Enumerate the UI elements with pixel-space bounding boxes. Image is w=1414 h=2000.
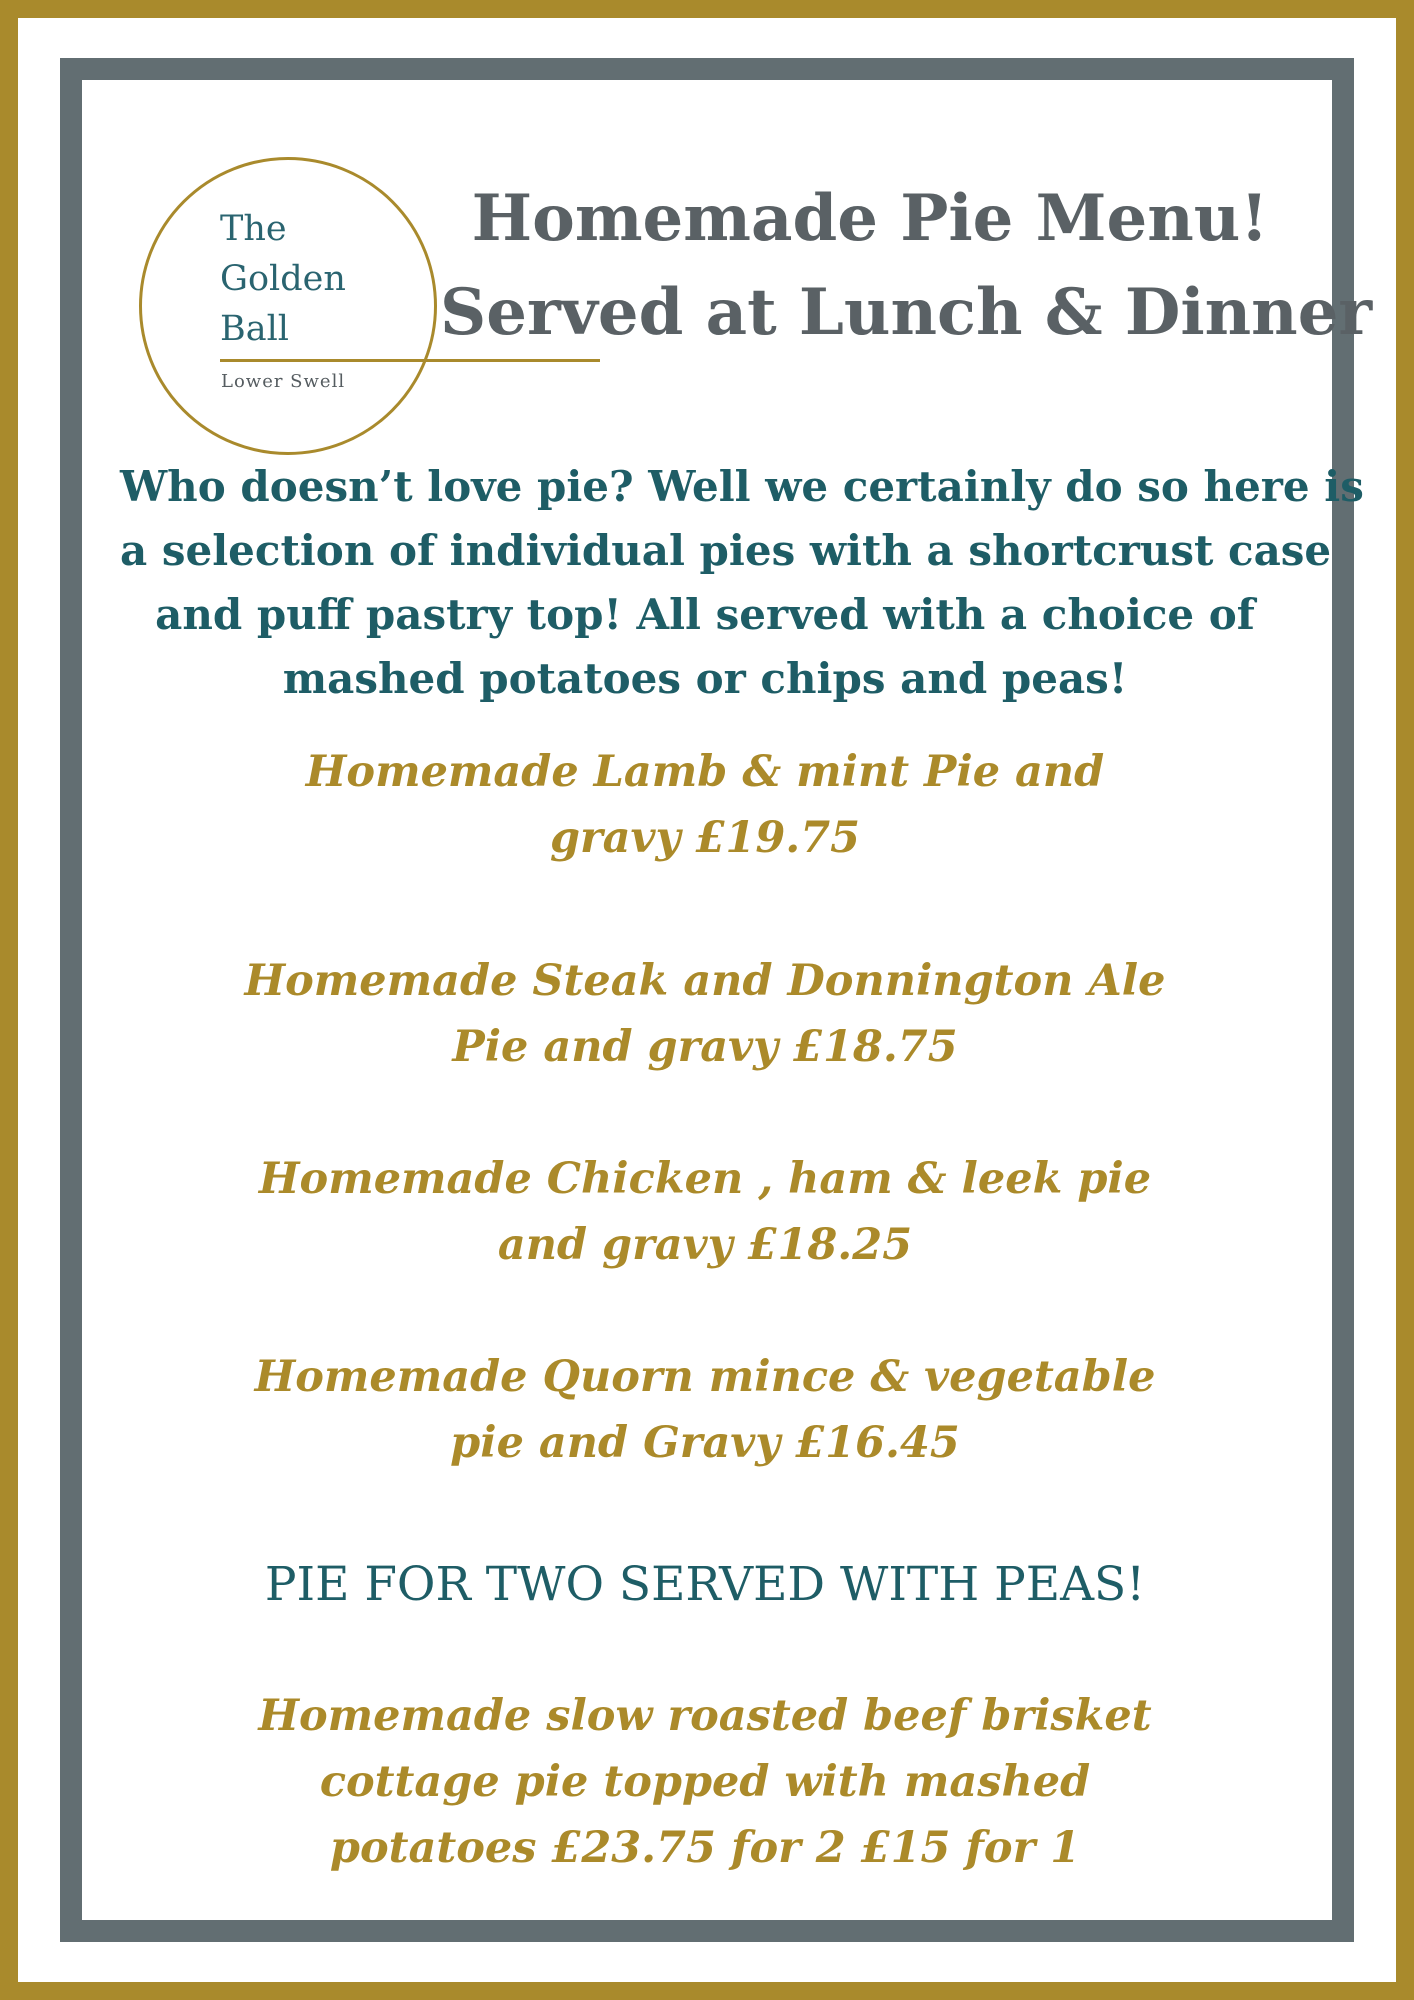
menu-item-line: Homemade Lamb & mint Pie and [305, 747, 1105, 797]
logo-name-line: The [220, 209, 287, 249]
menu-title [440, 172, 1373, 360]
intro-line: and puff pastry top! All served with a choice of [155, 590, 1255, 639]
menu-item-line: Homemade Quorn mince & vegetable [254, 1352, 1156, 1402]
menu-item-line: potatoes £23.75 for 2 £15 for 1 [329, 1823, 1081, 1873]
logo-name-line: Ball [220, 309, 289, 349]
logo-location: Lower Swell [221, 371, 346, 392]
menu-item-line: gravy £19.75 [549, 813, 861, 863]
menu-item-line: cottage pie topped with mashed [319, 1757, 1091, 1807]
menu-title-line: Served at Lunch & Dinner [440, 275, 1373, 350]
intro-paragraph [120, 455, 1364, 711]
menu-item-line: Pie and gravy £18.75 [452, 1022, 958, 1072]
menu-item-line: pie and Gravy £16.45 [450, 1418, 960, 1468]
menu-item-cottage-pie-for-two [150, 1683, 1260, 1881]
menu-item-line: Homemade slow roasted beef brisket [258, 1691, 1152, 1741]
menu-item-line: Homemade Steak and Donnington Ale [244, 956, 1166, 1006]
logo-name-line: Golden [220, 259, 346, 299]
intro-line: mashed potatoes or chips and peas! [282, 654, 1128, 703]
intro-line: a selection of individual pies with a shortcrust case [120, 526, 1332, 575]
menu-item-line: and gravy £18.25 [497, 1220, 913, 1270]
menu-item-quorn-vegetable-pie [150, 1344, 1260, 1476]
pie-for-two-heading: PIE FOR TWO SERVED WITH PEAS! [264, 1557, 1146, 1612]
menu-item-steak-ale-pie [150, 948, 1260, 1080]
logo-name [220, 204, 346, 354]
menu-item-chicken-ham-leek-pie [150, 1146, 1260, 1278]
menu-item-line: Homemade Chicken , ham & leek pie [258, 1154, 1152, 1204]
intro-line: Who doesn’t love pie? Well we certainly do so here is [120, 462, 1364, 511]
menu-item-lamb-pie [150, 739, 1260, 871]
menu-title-line: Homemade Pie Menu! [471, 181, 1269, 256]
